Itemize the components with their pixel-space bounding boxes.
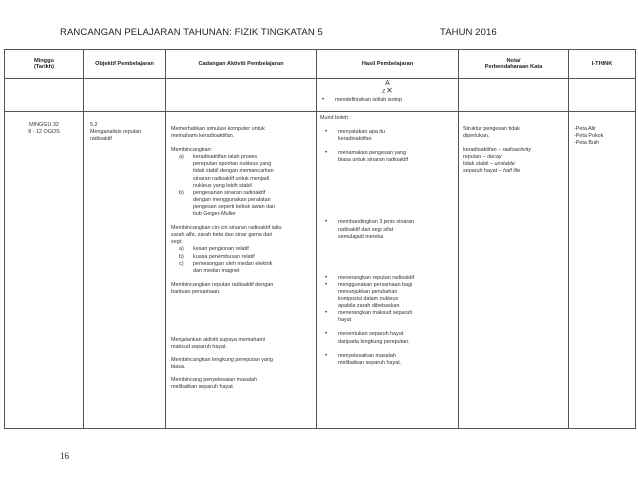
- outcome-cell-row1: [317, 79, 459, 112]
- list-item: • membandingkan 3 jenis sinaran radioaktif dari segi sifat semulajadi mereka: [320, 219, 455, 240]
- activity-half-life: Menjalankan aktiviti supaya memahami maksud separuh hayat.: [171, 336, 266, 351]
- notes-cell: Struktur pengesan tidak diperlukan. keradioaktifan – radioactivity reputan – decay tidak stabil – unstable separuh hayat – half life: [459, 112, 569, 429]
- activity-equation: Membincangkan reputan radioaktif dengan bantuan persamaan.: [171, 281, 274, 295]
- header-row: [5, 50, 636, 79]
- list-item: b) pengesanan sinaran radioaktif dengan menggunakan peralatan pengesan seperti kebuk awan dan tiub Geiger-Muller: [179, 189, 276, 218]
- list-item: • menggunakan persamaan bagi menunjukkan perubahan komposisi dalam nukleus apabila zarah dibebaskan: [320, 282, 455, 310]
- week-cell: MINGGU 32 8 - 12 OGOS: [5, 112, 84, 429]
- activity-problem-solving: Membincang penyelesaian masalah melibatkan separuh hayat.: [171, 377, 258, 391]
- activity-characteristics: Membincangkan ciri-ciri sinaran radioaktif iaitu zarah alfa, zarah beta dan sinar gama dari segi: a) kesan pengionan relatif b) kuasa penembusan relatif c) pemesongan oleh medan elektrik dan medan magnet: [171, 225, 313, 275]
- document-title: RANCANGAN PELAJARAN TAHUNAN: FIZIK TINGKATAN 5: [60, 27, 323, 38]
- activity-discuss: Membincangkan: a) keradioaktifan ialah proses pereputan spontan nukleus yang tidak stabil dengan memancarkan sinaran radioaktif untuk menjadi nukleus yang lebih stabil b) pengesanan sinaran radioaktif dengan menggunakan peralatan pengesan seperti kebuk awan dan tiub Geiger-Muller: [171, 147, 313, 218]
- header-week: Minggu (Tarikh): [5, 50, 84, 79]
- header-notes: Nota/ Perbendaharaan Kata: [459, 50, 569, 79]
- list-item: • menamakan pengesan yang biasa untuk sinaran radioaktif: [320, 150, 455, 164]
- activity-decay-curve: Membincangkan lengkung pereputan yang biasa.: [171, 357, 273, 371]
- list-item: a) keradioaktifan ialah proses pereputan spontan nukleus yang tidak stabil dengan memancarkan sinaran radioaktif untuk menjadi nukleus yang lebih stabil: [179, 154, 274, 189]
- page-number: 16: [60, 451, 69, 461]
- document-year: TAHUN 2016: [440, 27, 497, 38]
- list-item: a) kesan pengionan relatif: [179, 246, 249, 253]
- list-item: • menyatakan apa itu keradioaktifan: [320, 129, 455, 143]
- outcome-cell: Murid boleh : • menyatakan apa itu keradioaktifan • menamakan pengesan yang biasa untuk sinaran radioaktif • membandingkan 3 jenis sinaran radioaktif dari segi sifat semulajadi mereka • menerangkan reputan radioaktif • menggunakan persamaan bagi menunjukkan perubahan komposisi dalam nukleus apabila zarah dibebaskan • menerangkan maksud separuh hayat • menentukan separuh hayat daripada lengkung pereputan. • menyelesaikan masalah melibatkan separuh hayat.: [317, 112, 459, 429]
- activity-cell: [166, 112, 317, 429]
- list-item: • menerangkan maksud separuh hayat: [320, 310, 455, 324]
- lesson-plan-table: [4, 49, 636, 429]
- header-objective: Objektif Pembelajaran: [84, 50, 166, 79]
- list-item: • mendefinisikan istilah isotop: [317, 97, 458, 104]
- list-item: c) pemesongan oleh medan elektrik dan medan magnet: [179, 260, 273, 274]
- table-row: [5, 112, 636, 429]
- header-outcome: Hasil Pembelajaran: [317, 50, 459, 79]
- isotope-symbol: A Z✕: [382, 80, 393, 95]
- vocabulary-list: keradioaktifan – radioactivity reputan – decay tidak stabil – unstable separuh hayat – half life: [463, 147, 532, 175]
- objective-cell: 5.2 Menganalisis reputan radioaktif: [84, 112, 166, 429]
- activity-simulation: Memerhatikan simulasi komputer untuk memahami keradioaktifan.: [171, 126, 265, 140]
- ithink-cell: -Peta Alir -Peta Pokok -Peta Buih: [569, 112, 636, 429]
- table-row: [5, 79, 636, 112]
- list-item: • menentukan separuh hayat daripada lengkung pereputan.: [320, 331, 455, 345]
- list-item: • menerangkan reputan radioaktif: [320, 275, 455, 282]
- list-item: b) kuasa penembusan relatif: [179, 253, 255, 260]
- list-item: • menyelesaikan masalah melibatkan separuh hayat.: [320, 353, 455, 367]
- header-ithink: I-THINK: [569, 50, 636, 79]
- header-activity: Cadangan Aktiviti Pembelajaran: [166, 50, 317, 79]
